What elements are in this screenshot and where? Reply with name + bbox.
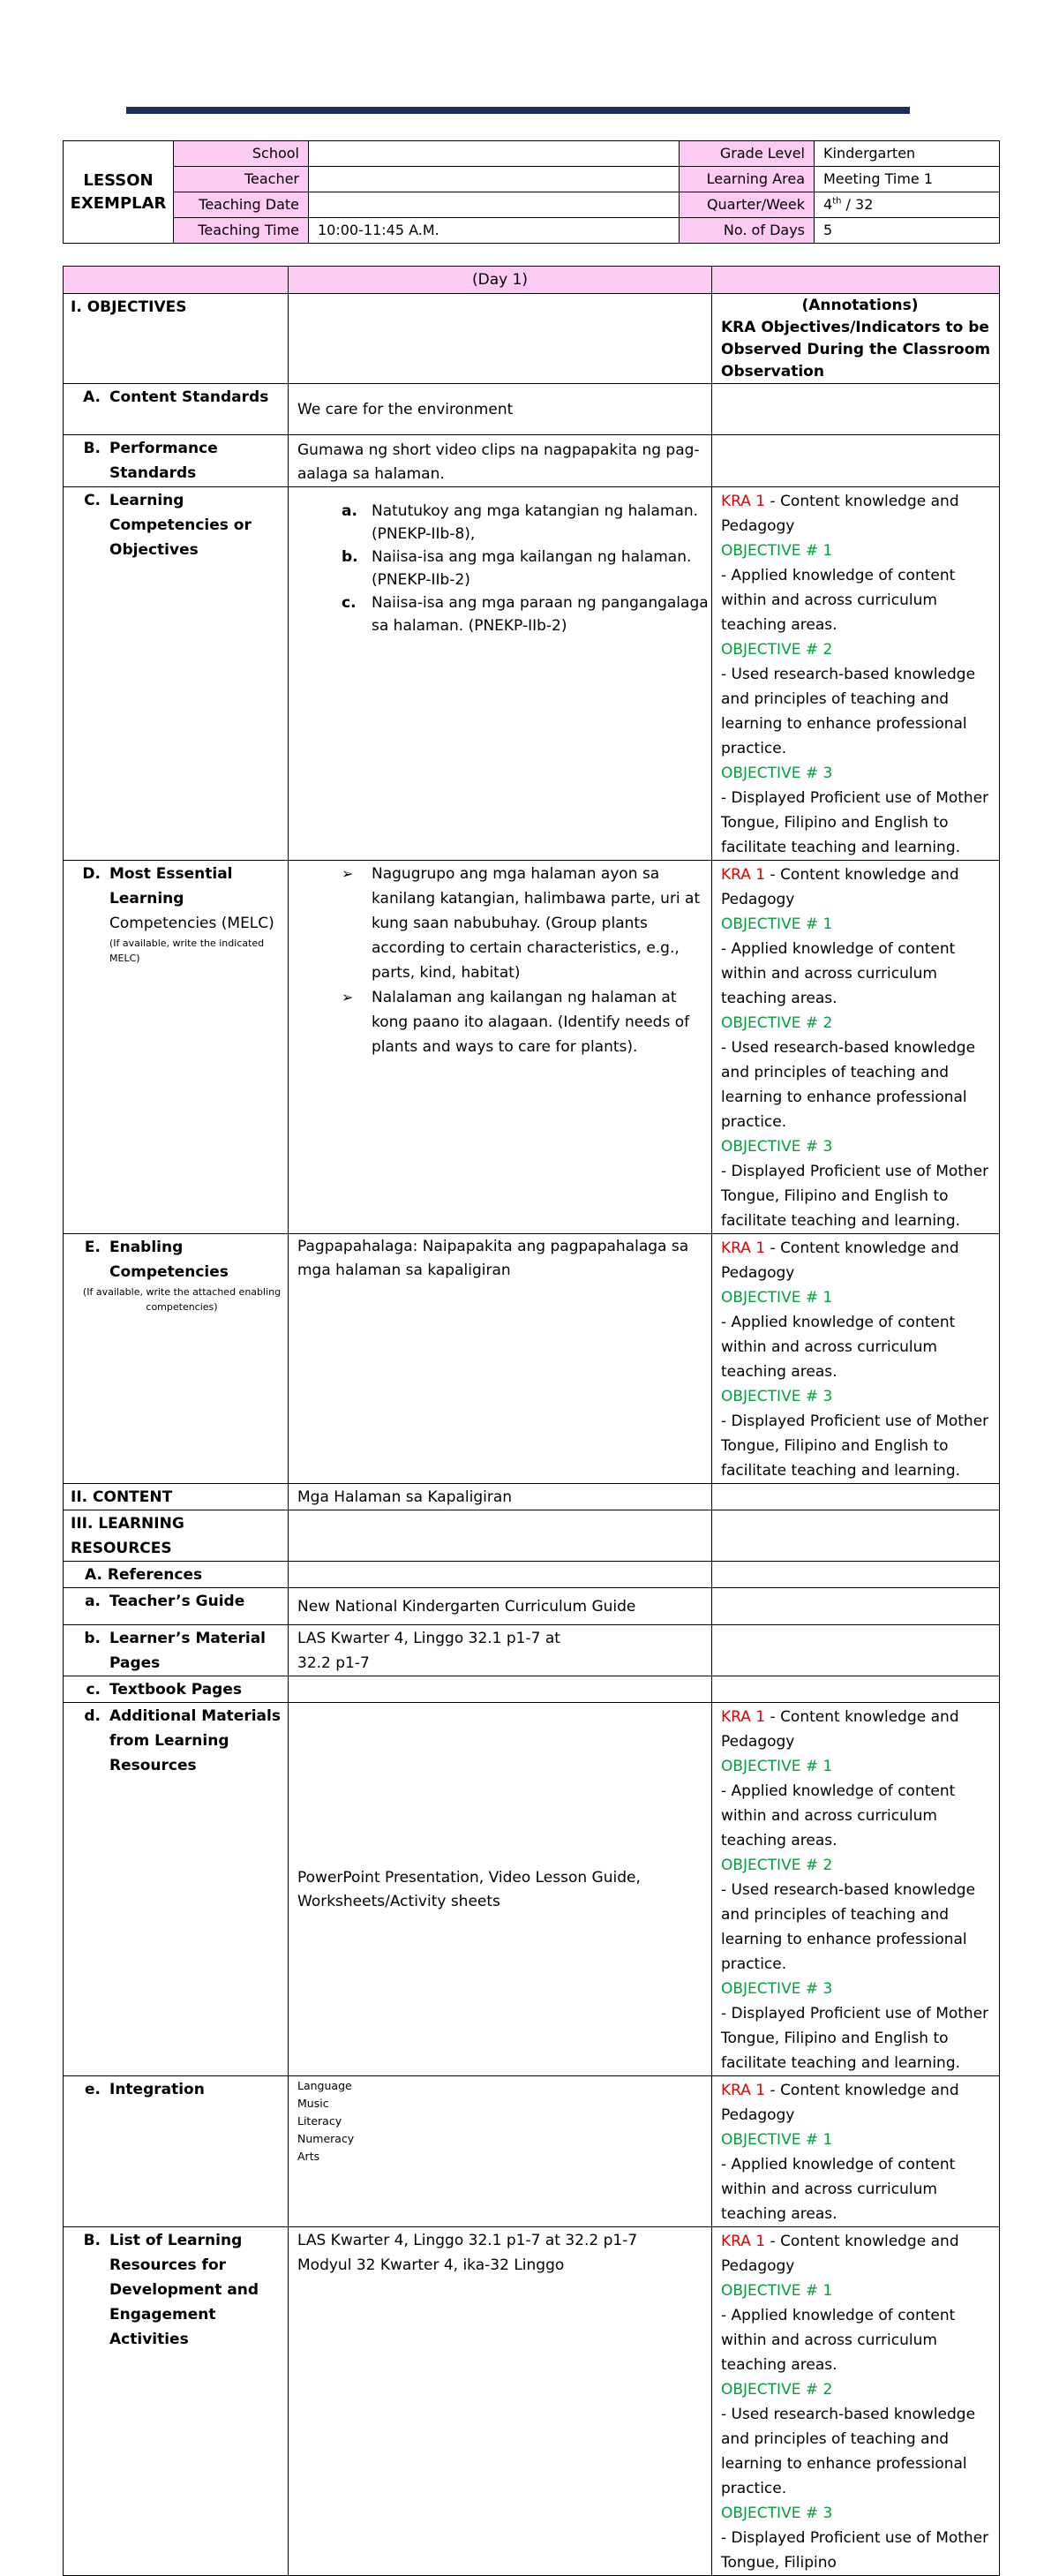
list-item: a. Natutukoy ang mga katangian ng halaman. (PNEKP-IIb-8), <box>342 502 699 543</box>
learning-area-value: Meeting Time 1 <box>815 167 1000 192</box>
performance-standards-value: Gumawa ng short video clips na nagpapakita ng pag-aalaga sa halaman. <box>289 435 712 487</box>
school-value <box>309 141 680 167</box>
list-item: b. Naiisa-isa ang mga kailangan ng halaman. (PNEKP-IIb-2) <box>342 548 692 589</box>
additional-materials-value: PowerPoint Presentation, Video Lesson Guide, Worksheets/Activity sheets <box>289 1703 712 2076</box>
list-of-resources-value: LAS Kwarter 4, Linggo 32.1 p1-7 at 32.2 p1-7 Modyul 32 Kwarter 4, ika-32 Linggo <box>289 2227 712 2576</box>
annotation-kra1-obj123: KRA 1 - Content knowledge and Pedagogy OBJECTIVE # 1 - Applied knowledge of content within and across curriculum teaching areas. OBJECTIVE # 2 - Used research-based knowledge and principles of teaching and learning to enhance professional practice. OBJECTIVE # 3 - Displayed Proficient use of Mother Tongue, Filipino and English to facilitate teaching and learning. <box>712 861 1000 1234</box>
pink-header-left <box>64 267 289 294</box>
grade-value: Kindergarten <box>815 141 1000 167</box>
learning-resources-title: III. LEARNING RESOURCES <box>64 1510 289 1562</box>
days-value: 5 <box>815 218 1000 244</box>
learning-area-label: Learning Area <box>680 167 815 192</box>
learning-competencies-list <box>289 487 712 861</box>
list-item: ➢ Nagugrupo ang mga halaman ayon sa kanilang katangian, halimbawa parte, uri at kung saan nabubuhay. (Group plants according to certain characteristics, e.g., parts, kind, habitat) <box>342 865 701 982</box>
enabling-competencies-label: E. Enabling Competencies (If available, write the attached enabling competencies) <box>64 1234 289 1484</box>
lesson-plan-table <box>63 266 1000 2576</box>
quarter-week-value: 4th / 32 <box>815 192 1000 218</box>
annotation-kra1-obj1: KRA 1 - Content knowledge and Pedagogy OBJECTIVE # 1 - Applied knowledge of content within and across curriculum teaching areas. <box>712 2076 1000 2227</box>
grade-label: Grade Level <box>680 141 815 167</box>
integration-list <box>289 2076 712 2227</box>
pink-header-right <box>712 267 1000 294</box>
header-table <box>63 140 1000 244</box>
references-title: A. References <box>64 1562 289 1588</box>
teaching-time-value: 10:00-11:45 A.M. <box>309 218 680 244</box>
days-label: No. of Days <box>680 218 815 244</box>
list-item: c. Naiisa-isa ang mga paraan ng pangangalaga sa halaman. (PNEKP-IIb-2) <box>342 594 709 635</box>
annotation-kra1-obj123: KRA 1 - Content knowledge and Pedagogy OBJECTIVE # 1 - Applied knowledge of content within and across curriculum teaching areas. OBJECTIVE # 2 - Used research-based knowledge and principles of teaching and learning to enhance professional practice. OBJECTIVE # 3 - Displayed Proficient use of Mother Tongue, Filipino and English to facilitate teaching and learning. <box>712 1703 1000 2076</box>
school-label: School <box>174 141 309 167</box>
content-standards-value: We care for the environment <box>289 384 712 435</box>
list-item: Language <box>297 2079 352 2092</box>
annotation-kra1-obj123: KRA 1 - Content knowledge and Pedagogy OBJECTIVE # 1 - Applied knowledge of content within and across curriculum teaching areas. OBJECTIVE # 2 - Used research-based knowledge and principles of teaching and learning to enhance professional practice. OBJECTIVE # 3 - Displayed Proficient use of Mother Tongue, Filipino and English to facilitate teaching and learning. <box>712 487 1000 861</box>
list-item: Arts <box>297 2150 320 2163</box>
melc-label: D. Most Essential Learning Competencies (MELC) (If available, write the indicated MELC) <box>64 861 289 1234</box>
integration-label: e. Integration <box>64 2076 289 2227</box>
teachers-guide-value: New National Kindergarten Curriculum Guide <box>289 1588 712 1625</box>
performance-standards-label: B. Performance Standards <box>64 435 289 487</box>
additional-materials-label: d. Additional Materials from Learning Resources <box>64 1703 289 2076</box>
content-title: II. CONTENT <box>64 1484 289 1510</box>
teaching-date-label: Teaching Date <box>174 192 309 218</box>
textbook-pages-label: c. Textbook Pages <box>64 1676 289 1703</box>
list-item: Literacy <box>297 2114 342 2128</box>
top-rule <box>126 107 910 114</box>
annotation-kra1-obj13: KRA 1 - Content knowledge and Pedagogy OBJECTIVE # 1 - Applied knowledge of content within and across curriculum teaching areas. OBJECTIVE # 3 - Displayed Proficient use of Mother Tongue, Filipino and English to facilitate teaching and learning. <box>712 1234 1000 1484</box>
enabling-competencies-value: Pagpapahalaga: Naipapakita ang pagpapahalaga sa mga halaman sa kapaligiran <box>289 1234 712 1484</box>
day-title: (Day 1) <box>289 267 712 294</box>
content-standards-label: A. Content Standards <box>64 384 289 435</box>
lesson-exemplar-label: LESSON EXEMPLAR <box>64 141 174 244</box>
annotations-header: (Annotations) KRA Objectives/Indicators to be Observed During the Classroom Observation <box>712 294 1000 384</box>
melc-list <box>289 861 712 1234</box>
list-item: ➢ Nalalaman ang kailangan ng halaman at kong paano ito alagaan. (Identify needs of plants and ways to care for plants). <box>342 989 690 1056</box>
list-item: Numeracy <box>297 2132 355 2145</box>
teachers-guide-label: a. Teacher’s Guide <box>64 1588 289 1625</box>
content-value: Mga Halaman sa Kapaligiran <box>289 1484 712 1510</box>
learning-competencies-label: C. Learning Competencies or Objectives <box>64 487 289 861</box>
teaching-date-value <box>309 192 680 218</box>
teaching-time-label: Teaching Time <box>174 218 309 244</box>
teacher-label: Teacher <box>174 167 309 192</box>
learners-material-label: b. Learner’s Material Pages <box>64 1625 289 1676</box>
annotation-kra1-obj123: KRA 1 - Content knowledge and Pedagogy OBJECTIVE # 1 - Applied knowledge of content within and across curriculum teaching areas. OBJECTIVE # 2 - Used research-based knowledge and principles of teaching and learning to enhance professional practice. OBJECTIVE # 3 - Displayed Proficient use of Mother Tongue, Filipino <box>712 2227 1000 2576</box>
quarter-week-label: Quarter/Week <box>680 192 815 218</box>
list-item: Music <box>297 2097 329 2110</box>
teacher-value <box>309 167 680 192</box>
learners-material-value: LAS Kwarter 4, Linggo 32.1 p1-7 at 32.2 p1-7 <box>289 1625 712 1676</box>
objectives-title: I. OBJECTIVES <box>64 294 289 384</box>
list-of-resources-label: B. List of Learning Resources for Development and Engagement Activities <box>64 2227 289 2576</box>
